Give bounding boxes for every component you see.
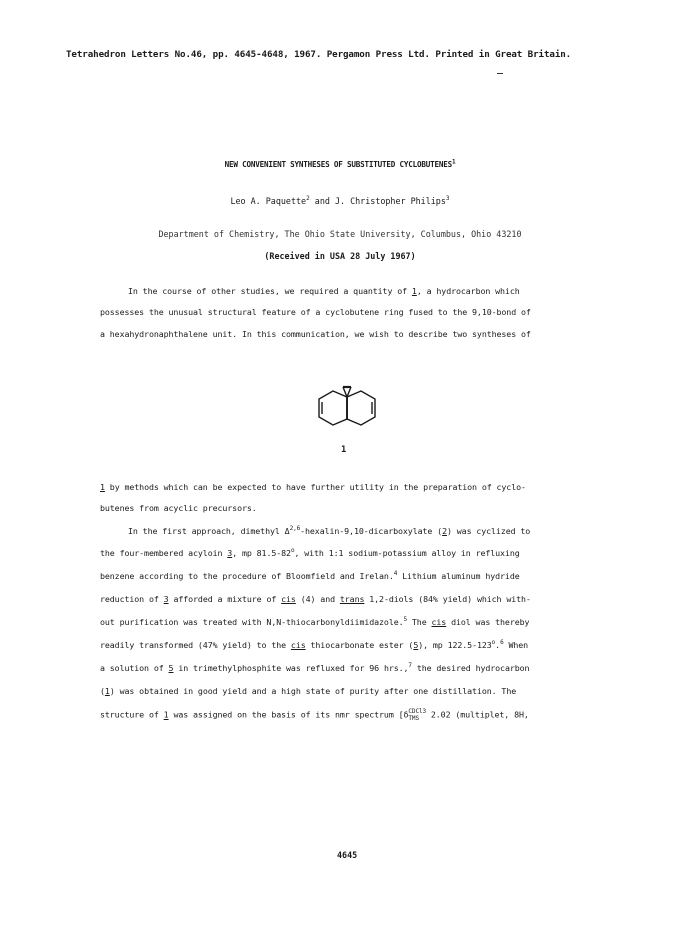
text-run: In the course of other studies, we required a quantity of xyxy=(128,286,412,296)
text-line xyxy=(128,527,530,535)
text-run: , a hydrocarbon which xyxy=(416,286,520,296)
compound-ref: 5 xyxy=(168,663,174,673)
text-line xyxy=(100,708,529,722)
text-run: 2.02 (multiplet, 8H, xyxy=(425,709,529,720)
text-line xyxy=(100,595,531,603)
text-run: The xyxy=(407,617,432,627)
footnote-ref: 4 xyxy=(393,570,398,578)
delta-symbol: δ xyxy=(403,709,409,720)
nmr-solvent: CDCl3 xyxy=(408,708,426,715)
author-1: Leo A. Paquette xyxy=(230,196,307,206)
nmr-solvent-stack xyxy=(408,708,426,722)
text-run: -hexalin-9,10-dicarboxylate ( xyxy=(300,526,443,536)
compound-ref: 3 xyxy=(163,594,169,604)
degree-mark: o xyxy=(491,639,496,647)
text-line: possesses the unusual structural feature of a cyclobutene ring fused to the 9,10-bond of xyxy=(100,307,531,317)
title-text: NEW CONVENIENT SYNTHESES OF SUBSTITUTED CYCLOBUTENES xyxy=(224,160,452,169)
author-conjunction: and xyxy=(309,196,335,206)
text-run: In the first approach, dimethyl xyxy=(128,526,285,536)
text-line xyxy=(100,572,520,580)
footnote-ref: 7 xyxy=(408,662,412,670)
structure-diagram xyxy=(309,385,385,435)
author-2: J. Christopher Philips xyxy=(334,196,446,206)
text-line xyxy=(100,641,528,649)
author-line xyxy=(0,196,680,206)
delta-symbol: Δ xyxy=(284,526,290,536)
title-footnote-ref: 1 xyxy=(451,158,456,166)
footnote-ref: 6 xyxy=(500,639,504,647)
text-run: Lithium aluminum hydride xyxy=(397,571,520,581)
text-run: ) was obtained in good yield and a high state of purity after one distillation. The xyxy=(109,686,517,696)
text-line xyxy=(100,664,529,672)
text-line: a hexahydronaphthalene unit. In this communication, we wish to describe two syntheses of xyxy=(100,329,531,339)
compound-number: 1 xyxy=(341,445,347,455)
text-run: the four-membered acyloin xyxy=(100,548,228,558)
text-run: ) was cyclized to xyxy=(446,526,531,536)
italic-term: cis xyxy=(290,640,306,650)
degree-mark: o xyxy=(290,547,295,555)
text-run: a solution of xyxy=(100,663,169,673)
header-dash xyxy=(497,73,503,74)
text-line xyxy=(100,687,516,695)
text-line xyxy=(128,287,520,295)
text-run: reduction of xyxy=(100,594,164,604)
text-line xyxy=(100,549,520,557)
text-run: readily transformed (47% yield) to the xyxy=(100,640,291,650)
compound-ref: 5 xyxy=(413,640,419,650)
compound-ref: 1 xyxy=(104,686,110,696)
italic-term: cis xyxy=(281,594,296,604)
author-2-ref: 3 xyxy=(445,195,450,203)
text-line: butenes from acyclic precursors. xyxy=(100,503,257,513)
text-run: structure of xyxy=(100,709,164,720)
text-run: by methods which can be expected to have further utility in the preparation of cyclo- xyxy=(104,482,526,492)
text-run: (4) and xyxy=(295,594,340,604)
text-run: thiocarbonate ester ( xyxy=(305,640,414,650)
author-1-ref: 2 xyxy=(306,195,310,203)
superscript: 2,6 xyxy=(289,525,301,533)
text-line xyxy=(100,618,529,626)
text-run: afforded a mixture of xyxy=(168,594,282,604)
text-run: the desired hydrocarbon xyxy=(411,663,530,673)
received-date: (Received in USA 28 July 1967) xyxy=(264,251,416,261)
article-title xyxy=(0,160,680,169)
compound-ref: 1 xyxy=(163,709,169,720)
compound-ref: 1 xyxy=(100,482,105,492)
text-run: was assigned on the basis of its nmr spectrum [ xyxy=(168,709,404,720)
footnote-ref: 5 xyxy=(403,616,408,624)
nmr-reference: TMS xyxy=(408,715,419,722)
text-run: in trimethylphosphite was refluxed for 96 hrs., xyxy=(173,663,409,673)
text-run: benzene according to the procedure of Bloomfield and Irelan. xyxy=(100,571,394,581)
text-line xyxy=(100,483,526,491)
text-run: , with 1:1 sodium-potassium alloy in refluxing xyxy=(294,548,520,558)
text-run: ), mp 122.5-123 xyxy=(418,640,492,650)
italic-term: cis xyxy=(431,617,447,627)
compound-ref: 1 xyxy=(411,286,417,296)
text-run: When xyxy=(503,640,529,650)
compound-ref: 3 xyxy=(227,548,233,558)
text-run: ( xyxy=(100,686,105,696)
text-run: out purification was treated with N,N-thiocarbonyldiimidazole. xyxy=(100,617,404,627)
text-run: 1,2-diols (84% yield) which with- xyxy=(364,594,531,604)
text-run: . xyxy=(495,640,501,650)
compound-ref: 2 xyxy=(442,526,447,536)
affiliation: Department of Chemistry, The Ohio State University, Columbus, Ohio 43210 xyxy=(158,229,522,239)
journal-header: Tetrahedron Letters No.46, pp. 4645-4648, 1967. Pergamon Press Ltd. Printed in Great Britain. xyxy=(66,49,572,60)
text-run: diol was thereby xyxy=(446,617,530,627)
italic-term: trans xyxy=(339,594,365,604)
page-number: 4645 xyxy=(337,850,358,860)
text-run: , mp 81.5-82 xyxy=(232,548,291,558)
